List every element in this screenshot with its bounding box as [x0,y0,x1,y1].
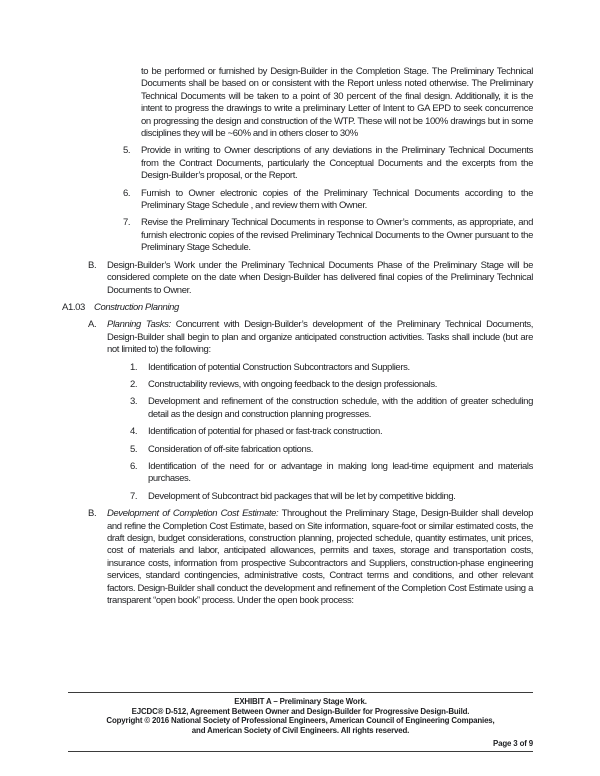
intro-paragraph: to be performed or furnished by Design-Builder in the Completion Stage. The Preliminary Technical Documents shall be based on or consistent with the Report unless noted otherwise. The Preliminary Technical Documents will be taken to a point of 30 percent of the final design. Additionally, it is the intent to progress the drawings to write a preliminary Letter of Intent to GA EPD to seek concurrence on progressing the design and construction of the WTP. These will not be 100% drawings but in some disciplines they will be ~60% and in others closer to 30% [141,66,533,140]
numbered-item-2 [130,379,533,391]
item-text [107,508,533,607]
footer-copyright-line2: and American Society of Civil Engineers. All rights reserved. [191,726,410,736]
item-number: 7. [130,490,138,502]
page-number: Page 3 of 9 [492,738,533,748]
item-lead-in: Planning Tasks: [107,319,171,331]
numbered-item-1 [130,362,533,374]
item-number: 5. [123,145,131,157]
page-footer [68,692,533,776]
numbered-item-6b [130,461,533,486]
item-text: Constructability reviews, with ongoing feedback to the design professionals. [148,378,438,390]
section-heading-a1-03 [62,302,533,314]
numbered-item-6 [123,188,533,213]
item-text: Consideration of off-site fabrication options. [148,443,314,455]
footer-exhibit-title: EXHIBIT A – Preliminary Stage Work. [234,697,367,706]
item-text: Development of Subcontract bid packages that will be let by competitive bidding. [148,490,456,502]
lettered-item-a-planning-tasks [88,319,533,356]
lettered-item-b1 [88,260,533,297]
item-letter: B. [88,259,97,271]
numbered-item-7 [123,217,533,254]
numbered-item-5b [130,444,533,456]
item-number: 1. [130,361,138,373]
item-text: Identification of potential Construction Subcontractors and Suppliers. [148,361,410,373]
item-number: 6. [130,460,138,472]
item-text: Revise the Preliminary Technical Documents in response to Owner’s comments, as appropriate, and furnish electronic copies of the revised Preliminary Technical Documents to the Owner pursuant to the Preliminary Stage Schedule. [141,217,533,254]
item-number: 4. [130,426,138,438]
item-lead-in: Development of Completion Cost Estimate: [107,508,279,520]
numbered-item-4 [130,426,533,438]
item-body-text: Throughout the Preliminary Stage, Design-Builder shall develop and refine the Completion Cost Estimate, based on Site information, square-foot or similar estimated costs, the draft design, budget considerations, construction planning, projected schedule, quantity estimates, unit prices, cost of materials and labor, anticipated allowances, permits and taxes, storage and transportation costs, insurance costs, information from prospective Subcontractors and Suppliers, construction-phase engineering services, standard contingencies, administrative costs, Contract terms and conditions, and other relevant factors. Design-Builder shall conduct the development and refinement of the Completion Cost Estimate using a transparent “open book” process. Under the open book process: [107,508,534,607]
numbered-item-5 [123,145,533,182]
item-text: Furnish to Owner electronic copies of the Preliminary Technical Documents according to the Preliminary Stage Schedule , and review them with Owner. [141,187,533,212]
numbered-item-3 [130,396,533,421]
item-number: 6. [123,187,131,199]
footer-document-title: EJCDC® D-512, Agreement Between Owner and Design-Builder for Progressive Design-Build. [131,706,470,716]
section-title: Construction Planning [94,301,179,313]
item-text: Design-Builder’s Work under the Preliminary Technical Documents Phase of the Preliminary Stage will be considered complete on the date when Design-Builder has delivered final copies of the Preliminary Technical Documents to Owner. [107,259,533,296]
footer-bottom-rule [68,751,533,752]
item-body-text: Concurrent with Design-Builder’s development of the Preliminary Technical Documents, Design-Builder shall begin to plan and organize anticipated construction activities. Tasks shall include (but are not limited to) the following: [107,319,533,356]
document-content [62,66,533,612]
item-letter: A. [88,319,97,331]
item-text: Identification of the need for or advantage in making long lead-time equipment and materials purchases. [148,460,533,485]
section-label: A1.03 [62,301,85,313]
lettered-item-b-completion-cost-estimate [88,508,533,607]
item-text: Development and refinement of the construction schedule, with the addition of greater scheduling detail as the design and construction planning progresses. [148,396,533,420]
item-number: 5. [130,443,138,455]
item-number: 3. [130,396,138,408]
item-letter: B. [88,508,97,520]
item-text [107,319,533,356]
footer-copyright-line1: Copyright © 2016 National Society of Professional Engineers, American Council of Engineering Companies, [106,716,495,726]
item-number: 7. [123,217,131,229]
item-text: Identification of potential for phased or fast-track construction. [148,426,383,438]
item-number: 2. [130,378,138,390]
numbered-item-7b [130,491,533,503]
item-text: Provide in writing to Owner descriptions of any deviations in the Preliminary Technical Documents from the Contract Documents, particularly the Conceptual Documents and the excerpts from the Design-Builder’s proposal, or the Report. [141,145,533,182]
